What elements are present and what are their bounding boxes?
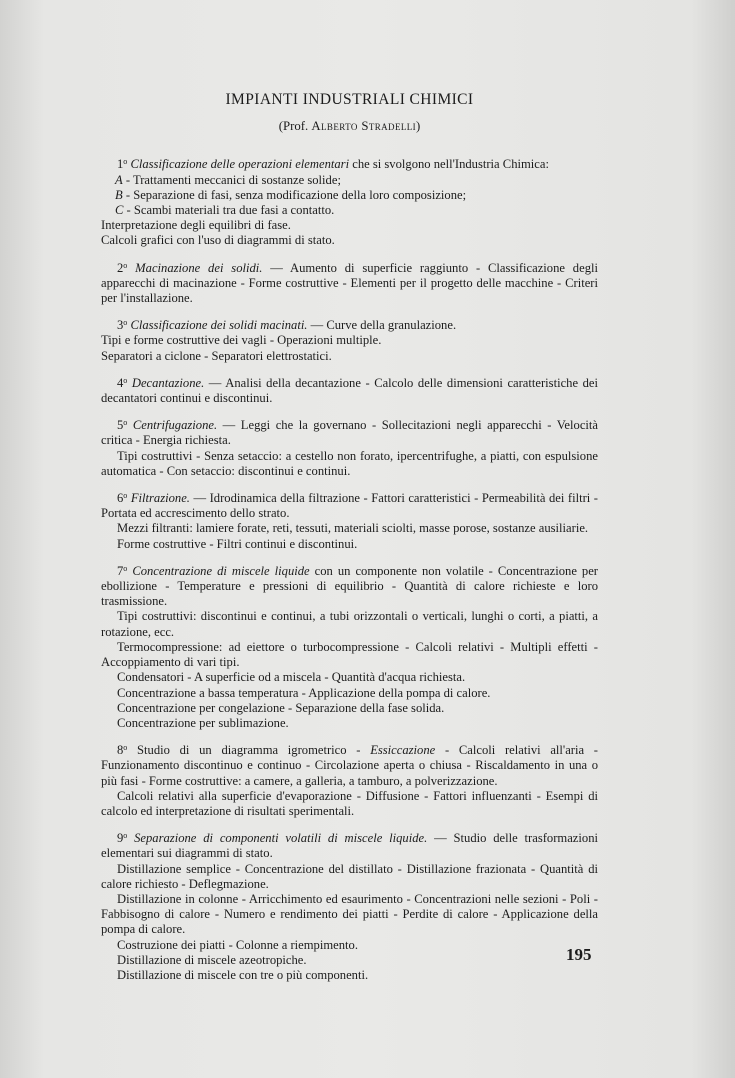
section-lead-text: Studio di un diagramma igrometrico - <box>127 743 371 758</box>
author-name: Alberto Stradelli <box>311 119 417 134</box>
section-2 <box>101 258 598 307</box>
section-lead <box>101 488 598 521</box>
section-lead <box>101 561 598 610</box>
list-item <box>101 203 598 218</box>
section-heading: Classificazione delle operazioni elementari <box>130 157 350 172</box>
ordinal-mark: o <box>123 831 128 841</box>
section-paragraph: Costruzione dei piatti - Colonne a riempimento. <box>117 937 358 952</box>
item-text: - Scambi materiali tra due fasi a contatto. <box>123 203 335 218</box>
section-number: 3 <box>117 318 124 333</box>
section-7 <box>101 561 598 731</box>
section-paragraph: Distillazione di miscele con tre o più componenti. <box>117 967 369 982</box>
section-lead-text: che si svolgono nell'Industria Chimica: <box>349 157 549 172</box>
item-text: - Trattamenti meccanici di sostanze solide; <box>122 172 341 187</box>
page-number: 195 <box>566 945 592 964</box>
section-paragraph: Tipi costruttivi - Senza setaccio: a cestello non forato, ipercentrifughe, a piatti, con espulsione automatica - Con setaccio: discontinui e continui. <box>101 448 598 478</box>
section-1 <box>101 154 598 248</box>
section-paragraph: Calcoli grafici con l'uso di diagrammi di stato. <box>101 233 335 248</box>
section-paragraph: Separatori a ciclone - Separatori elettrostatici. <box>101 348 332 363</box>
section-paragraph: Concentrazione a bassa temperatura - Applicazione della pompa di calore. <box>117 685 491 700</box>
list-item <box>101 173 598 188</box>
item-text: - Separazione di fasi, senza modificazione della loro composizione; <box>122 187 467 202</box>
section-lead-text: — Leggi che la governano - Sollecitazioni negli apparecchi - Velocità critica - Energia richiesta. <box>101 418 598 448</box>
section-lead <box>101 415 598 448</box>
item-letter: A <box>115 172 123 187</box>
section-number: 2 <box>117 260 124 275</box>
section-lead-text: — Idrodinamica della filtrazione - Fattori caratteristici - Permeabilità dei filtri - Portata ed accrescimento dello strato. <box>101 491 598 521</box>
section-number: 5 <box>117 418 124 433</box>
section-number: 1 <box>117 157 124 172</box>
author-line <box>101 119 598 134</box>
section-heading: Separazione di componenti volatili di miscele liquide. <box>134 831 428 846</box>
section-paragraph: Tipi costruttivi: discontinui e continui, a tubi orizzontali o verticali, lunghi o corti, a piatti, a rotazione, ecc. <box>101 609 598 639</box>
list-item <box>101 188 598 203</box>
section-lead <box>101 258 598 307</box>
section-heading: Filtrazione. <box>130 491 190 506</box>
section-paragraph: Calcoli relativi alla superficie d'evaporazione - Diffusione - Fattori influenzanti - Esempi di calcolo ed interpretazione di risultati sperimentali. <box>101 788 598 818</box>
section-paragraph: Interpretazione degli equilibri di fase. <box>101 218 291 233</box>
section-lead <box>101 373 598 406</box>
author-prefix: (Prof. <box>278 119 312 134</box>
item-letter: C <box>115 203 124 218</box>
section-4 <box>101 373 598 406</box>
section-paragraph: Mezzi filtranti: lamiere forate, reti, tessuti, materiali sciolti, masse porose, sostanze ausiliarie. <box>117 521 589 536</box>
section-paragraph: Distillazione semplice - Concentrazione del distillato - Distillazione frazionata - Quantità di calore richiesto - Deflegmazione. <box>101 861 598 891</box>
section-number: 4 <box>117 375 124 390</box>
section-3 <box>101 315 598 364</box>
ordinal-mark: o <box>123 563 128 573</box>
section-lead <box>101 740 598 789</box>
page-title: IMPIANTI INDUSTRIALI CHIMICI <box>225 91 474 108</box>
section-number: 8 <box>117 743 124 758</box>
section-9 <box>101 828 598 983</box>
item-letter: B <box>115 187 123 202</box>
section-paragraph: Forme costruttive - Filtri continui e discontinui. <box>117 536 358 551</box>
ordinal-mark: o <box>123 418 128 428</box>
section-number: 9 <box>117 831 124 846</box>
section-6 <box>101 488 598 552</box>
section-lead-text: — Curve della granulazione. <box>307 318 457 333</box>
section-lead <box>101 315 598 333</box>
section-heading: Decantazione. <box>131 375 205 390</box>
section-heading: Macinazione dei solidi. <box>135 260 263 275</box>
section-paragraph: Tipi e forme costruttive dei vagli - Operazioni multiple. <box>101 333 382 348</box>
ordinal-mark: o <box>123 260 128 270</box>
section-lead-text: — Studio delle trasformazioni elementari sui diagrammi di stato. <box>101 831 598 861</box>
section-number: 6 <box>117 491 124 506</box>
section-lead <box>101 828 598 861</box>
section-heading: Centrifugazione. <box>132 418 218 433</box>
ordinal-mark: o <box>123 318 128 328</box>
ordinal-mark: o <box>123 743 128 753</box>
section-lead-italic: Essiccazione <box>370 743 436 758</box>
section-lead <box>101 154 598 172</box>
ordinal-mark: o <box>123 375 128 385</box>
section-lead-text: con un componente non volatile - Concentrazione per ebollizione - Temperature e pressioni di equilibrio - Quantità di calore richieste e loro trasmissione. <box>101 563 598 609</box>
section-paragraph: Concentrazione per congelazione - Separazione della fase solida. <box>117 700 445 715</box>
section-lead-tail: - Calcoli relativi all'aria - Funzionamento discontinuo e continuo - Circolazione aperta o chiusa - Riscaldamento in una o più fasi - Forme costruttive: a camere, a galleria, a tamburo, a polverizzazione. <box>101 743 598 788</box>
ordinal-mark: o <box>123 157 128 167</box>
section-heading: Classificazione dei solidi macinati. <box>130 318 308 333</box>
section-5 <box>101 415 598 479</box>
section-paragraph: Condensatori - A superficie od a miscela - Quantità d'acqua richiesta. <box>117 670 466 685</box>
section-paragraph: Concentrazione per sublimazione. <box>117 715 289 730</box>
section-lead-text: — Analisi della decantazione - Calcolo delle dimensioni caratteristiche dei decantatori continui e discontinui. <box>101 375 598 406</box>
section-paragraph: Distillazione di miscele azeotropiche. <box>117 952 307 967</box>
section-number: 7 <box>117 563 124 578</box>
section-paragraph: Termocompressione: ad eiettore o turbocompressione - Calcoli relativi - Multipli effetti - Accoppiamento di vari tipi. <box>101 639 598 670</box>
section-lead-text: — Aumento di superficie raggiunto - Classificazione degli apparecchi di macinazione - Forme costruttive - Elementi per il progetto delle macchine - Criteri per l'installazione. <box>101 260 598 306</box>
ordinal-mark: o <box>123 491 128 501</box>
author-suffix: ) <box>416 119 421 134</box>
section-paragraph: Distillazione in colonne - Arricchimento ed esaurimento - Concentrazioni nelle sezioni - Poli - Fabbisogno di calore - Numero e rendimento dei piatti - Perdite di calore - Applicazione della pompa di calore. <box>101 891 598 937</box>
page-content <box>101 92 598 992</box>
section-heading: Concentrazione di miscele liquide <box>132 563 310 578</box>
section-8 <box>101 740 598 819</box>
